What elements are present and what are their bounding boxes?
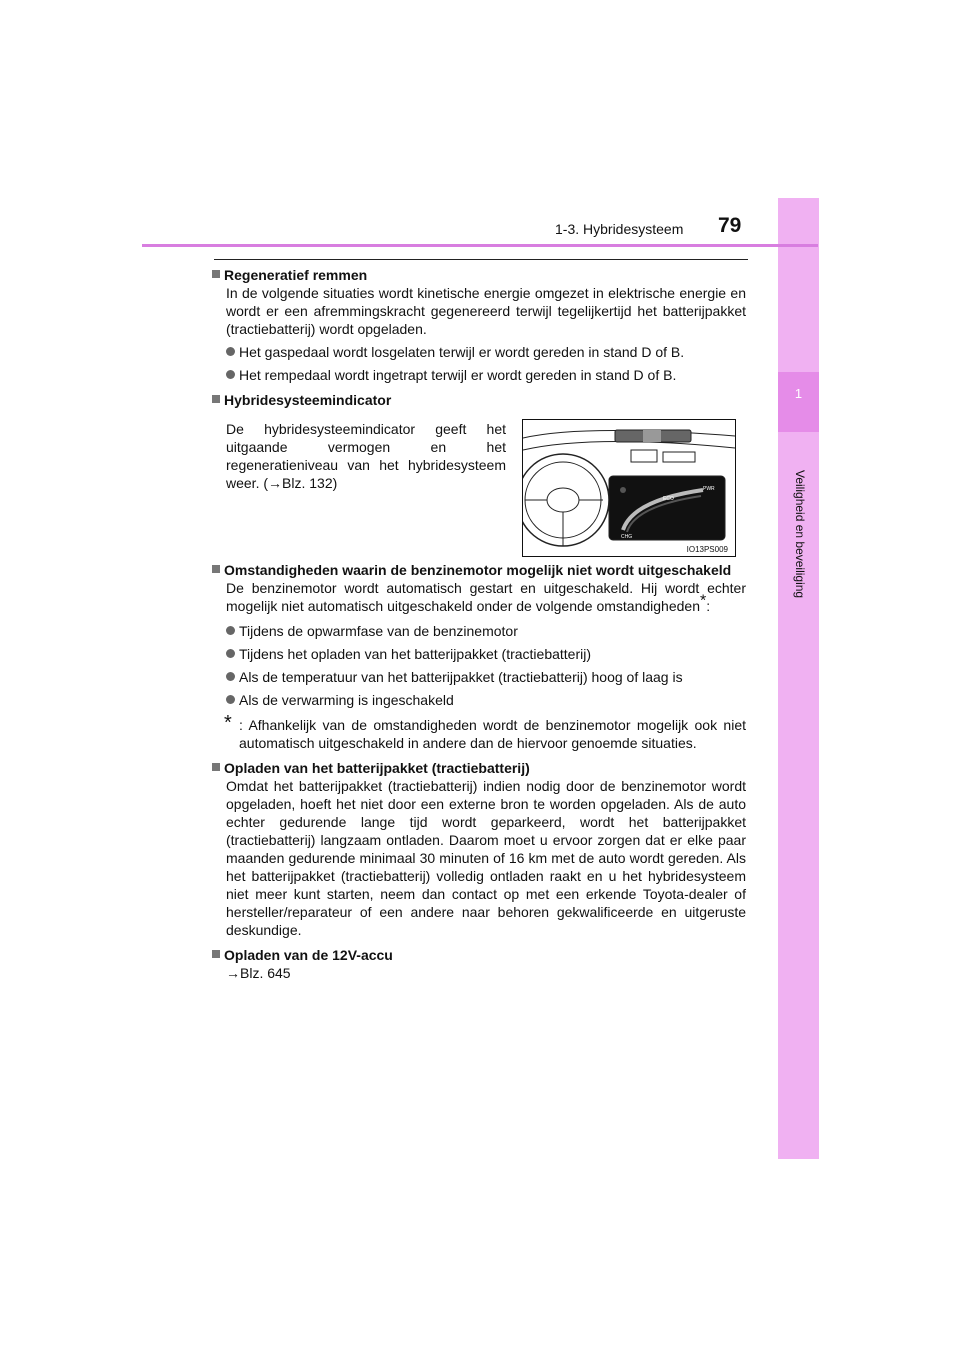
- charging-heading: Opladen van het batterijpakket (tractiebatterij): [212, 759, 746, 777]
- charging-body: Omdat het batterijpakket (tractiebatterij) indien nodig door de benzinemotor wordt opgeladen, hoeft het niet door een externe bron te worden opgeladen. Als de auto echter gedurende lange tijd wordt geparkeerd, wordt het batterijpakket (tractiebatterij) langzaam ontladen. Daarom moet u ervoor zorgen dat er elke paar maanden gedurende minimaal 30 minuten of 16 km met de auto wordt gereden. Als het batterijpakket (tractiebatterij) volledig ontladen raakt en u het hybridesysteem niet meer kunt starten, neem dan contact op met een erkende Toyota-dealer of hersteller/reparateur of een andere naar behoren gekwalificeerde en uitgeruste deskundige.: [226, 778, 746, 938]
- indicator-heading: Hybridesysteemindicator: [212, 391, 746, 409]
- bullet-icon: [226, 695, 235, 704]
- chapter-number: 1: [794, 386, 803, 401]
- list-item: Als de verwarming is ingeschakeld: [212, 691, 746, 709]
- chapter-tab-marker: [778, 372, 819, 432]
- bullet-icon: [226, 370, 235, 379]
- chapter-title: Veiligheid en beveiliging: [793, 470, 807, 599]
- footnote-mark: *: [224, 712, 232, 734]
- engine-body: De benzinemotor wordt automatisch gestart en uitgeschakeld. Hij wordt echter mogelijk niet automatisch uitgeschakeld onder de volgende omstandigheden*:: [226, 580, 746, 614]
- list-item: Het gaspedaal wordt losgelaten terwijl er wordt gereden in stand D of B.: [212, 343, 746, 361]
- indicator-description: De hybridesysteemindicator geeft het uitgaande vermogen en het regeneratieniveau van het hybridesysteem weer. (→Blz. 132): [226, 421, 506, 491]
- square-bullet-icon: [212, 763, 220, 771]
- chg-label: CHG: [621, 534, 633, 540]
- square-bullet-icon: [212, 270, 220, 278]
- page-number: 79: [718, 214, 742, 237]
- bullet-icon: [226, 626, 235, 635]
- square-bullet-icon: [212, 565, 220, 573]
- bullet-icon: [226, 649, 235, 658]
- page-content: [212, 266, 746, 982]
- list-item: Als de temperatuur van het batterijpakket (tractiebatterij) hoog of laag is: [212, 668, 746, 686]
- engine-heading: Omstandigheden waarin de benzinemotor mogelijk niet wordt uitgeschakeld: [212, 561, 746, 579]
- list-item: Het rempedaal wordt ingetrapt terwijl er wordt gereden in stand D of B.: [212, 366, 746, 384]
- footnote: * : Afhankelijk van de omstandigheden wordt de benzinemotor mogelijk ook niet automatisch uitgeschakeld in andere dan de hiervoor genoemde situaties.: [224, 712, 746, 751]
- accu-heading: Opladen van de 12V-accu: [212, 946, 746, 964]
- regen-heading: Regeneratief remmen: [212, 266, 746, 284]
- square-bullet-icon: [212, 395, 220, 403]
- chapter-side-tab: [778, 198, 819, 1159]
- list-item: Tijdens de opwarmfase van de benzinemotor: [212, 622, 746, 640]
- header-rule: [142, 244, 818, 247]
- square-bullet-icon: [212, 950, 220, 958]
- regen-body: In de volgende situaties wordt kinetische energie omgezet in elektrische energie en wordt er een afremmingskracht gegenereerd terwijl tegelijkertijd het batterijpakket (tractiebatterij) wordt opgeladen.: [226, 285, 746, 337]
- content-top-rule: [214, 259, 748, 260]
- list-item: Tijdens het opladen van het batterijpakket (tractiebatterij): [212, 645, 746, 663]
- figure-code: IO13PS009: [686, 545, 728, 554]
- eco-label: ECO: [663, 496, 674, 502]
- pwr-label: PWR: [703, 486, 715, 492]
- bullet-icon: [226, 672, 235, 681]
- section-title: 1-3. Hybridesysteem: [555, 221, 684, 237]
- figure-spacer: [212, 409, 746, 561]
- accu-reference: →Blz. 645: [226, 965, 291, 981]
- bullet-icon: [226, 347, 235, 356]
